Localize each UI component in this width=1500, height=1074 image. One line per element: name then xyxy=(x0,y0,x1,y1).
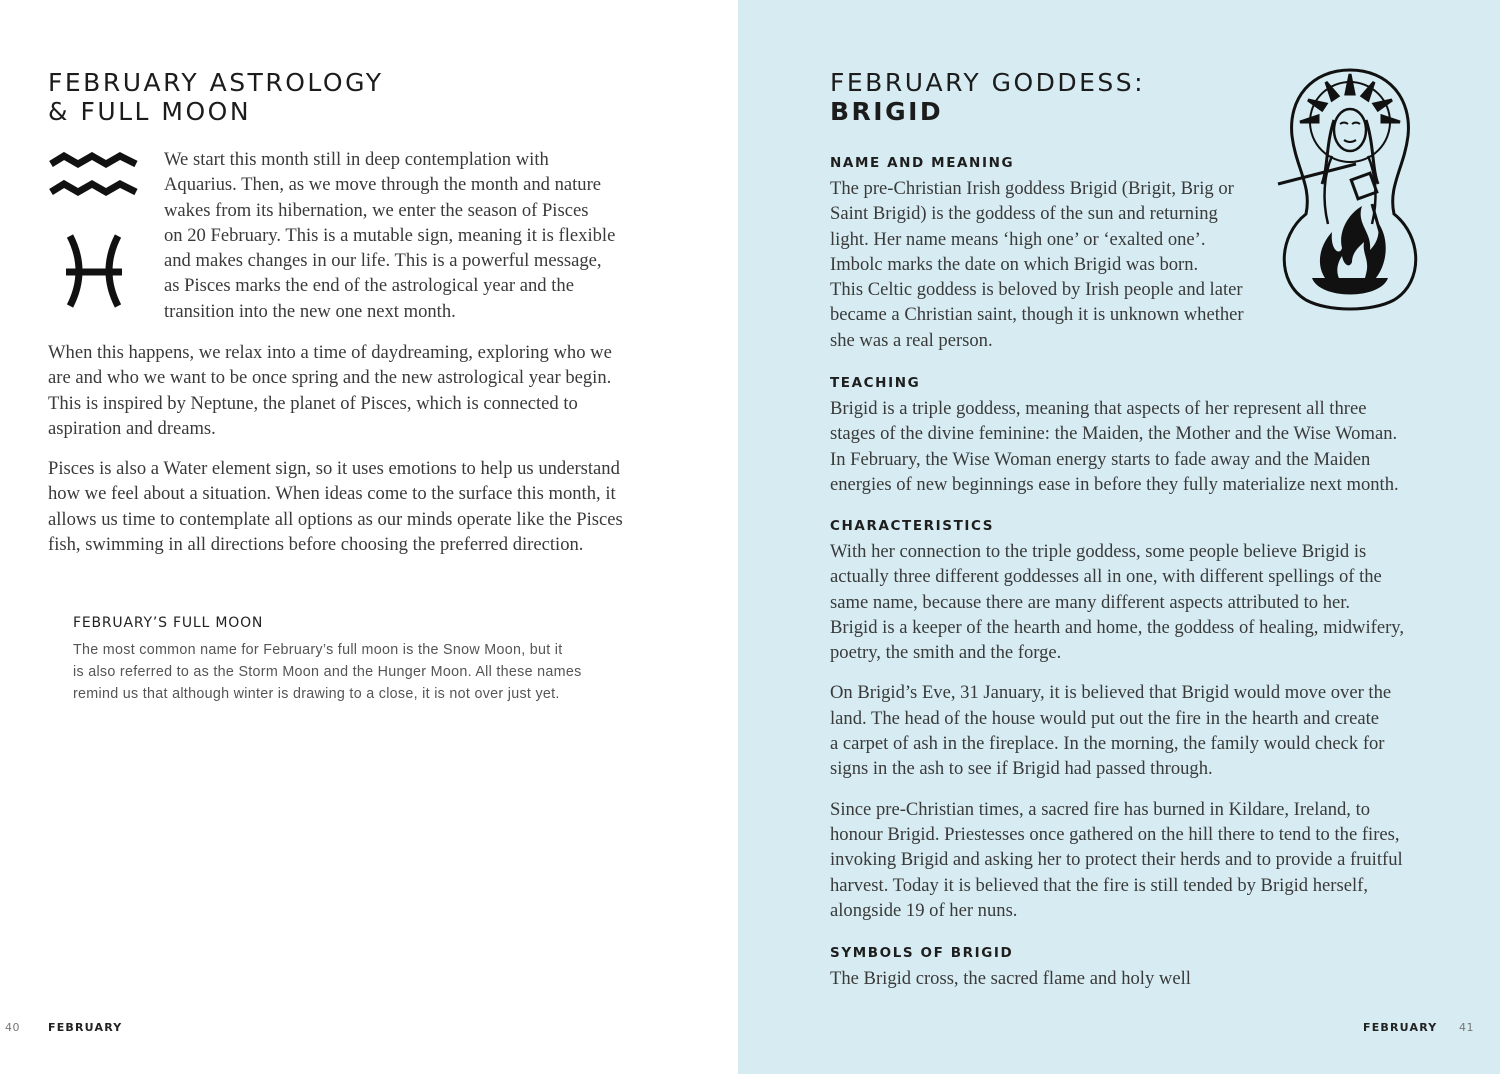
paragraph-neptune xyxy=(48,340,698,441)
text-line: Brigid is a triple goddess, meaning that aspects of her represent all three xyxy=(830,398,1367,419)
text-line: With her connection to the triple goddess, some people believe Brigid is xyxy=(830,541,1367,562)
heading-line-2: BRIGID xyxy=(830,97,944,126)
text-line: invoking Brigid and asking her to protect their herds and to provide a fruitful xyxy=(830,849,1403,871)
text-line: energies of new beginnings ease in before they fully materialize next month. xyxy=(830,473,1399,495)
text-line: alongside 19 of her nuns. xyxy=(830,899,1018,921)
right-page-heading xyxy=(830,68,1145,126)
full-moon-box xyxy=(73,613,633,705)
text-line: remind us that although winter is drawing to a close, it is not over just yet. xyxy=(73,686,560,702)
pisces-icon xyxy=(62,232,126,310)
heading-line-2: & FULL MOON xyxy=(48,97,252,126)
aquarius-icon xyxy=(48,152,140,206)
text-line: poetry, the smith and the forge. xyxy=(830,642,1062,664)
full-moon-title: FEBRUARY’S FULL MOON xyxy=(73,615,264,631)
section-text xyxy=(830,176,1260,353)
text-line: became a Christian saint, though it is unknown whether xyxy=(830,304,1244,326)
text-line: wakes from its hibernation, we enter the season of Pisces xyxy=(164,199,589,221)
text-line: The pre-Christian Irish goddess Brigid (Brigit, Brig or xyxy=(830,178,1234,199)
text-line: Saint Brigid) is the goddess of the sun and returning xyxy=(830,203,1218,225)
text-line: This is inspired by Neptune, the planet of Pisces, which is connected to xyxy=(48,392,578,414)
text-line: allows us time to contemplate all options as our minds operate like the Pisces xyxy=(48,508,623,530)
intro-paragraph xyxy=(164,147,634,324)
text-line: Pisces is also a Water element sign, so it uses emotions to help us understand xyxy=(48,458,620,479)
paragraph-water-element xyxy=(48,456,708,557)
text-line: honour Brigid. Priestesses once gathered on the hill there to tend to the fires, xyxy=(830,823,1400,845)
text-line: same name, because there are many different aspects attributed to her. xyxy=(830,591,1351,613)
text-line: In February, the Wise Woman energy starts to fade away and the Maiden xyxy=(830,448,1371,470)
section-label: NAME AND MEANING xyxy=(830,155,1015,171)
kildare-paragraph xyxy=(830,797,1470,923)
brigid-illustration xyxy=(1276,64,1424,312)
text-line: and makes changes in our life. This is a powerful message, xyxy=(164,250,602,272)
section-label: TEACHING xyxy=(830,375,921,391)
text-line: Imbolc marks the date on which Brigid was born. xyxy=(830,253,1199,275)
text-line: land. The head of the house would put out the fire in the hearth and create xyxy=(830,707,1380,729)
text-line: signs in the ash to see if Brigid had passed through. xyxy=(830,758,1213,780)
running-footer-right: FEBRUARY xyxy=(1363,1021,1438,1034)
section-label: SYMBOLS OF BRIGID xyxy=(830,945,1014,961)
text-line: Since pre-Christian times, a sacred fire has burned in Kildare, Ireland, to xyxy=(830,798,1371,820)
section-characteristics xyxy=(830,517,1470,923)
text-line: actually three different goddesses all in one, with different spellings of the xyxy=(830,566,1382,588)
text-line: Brigid is a keeper of the hearth and home, the goddess of healing, midwifery, xyxy=(830,616,1404,638)
section-label: CHARACTERISTICS xyxy=(830,518,995,534)
text-line: are and who we want to be once spring and the new astrological year begin. xyxy=(48,367,612,389)
section-text xyxy=(830,966,1470,991)
section-text xyxy=(830,396,1470,497)
text-line: We start this month still in deep contemplation with xyxy=(164,149,549,170)
text-line: aspiration and dreams. xyxy=(48,417,216,439)
heading-line-1: FEBRUARY ASTROLOGY xyxy=(48,68,384,97)
text-line: Aquarius. Then, as we move through the month and nature xyxy=(164,174,602,196)
text-line: The Brigid cross, the sacred flame and holy well xyxy=(830,968,1191,989)
running-footer-left: FEBRUARY xyxy=(48,1021,123,1034)
text-line: as Pisces marks the end of the astrological year and the xyxy=(164,275,574,297)
heading-line-1: FEBRUARY GODDESS: xyxy=(830,68,1146,97)
section-text xyxy=(830,539,1470,665)
brigids-eve-paragraph xyxy=(830,680,1470,781)
left-page-heading xyxy=(48,68,384,126)
text-line: fish, swimming in all directions before choosing the preferred direction. xyxy=(48,533,584,555)
text-line: is also referred to as the Storm Moon and the Hunger Moon. All these names xyxy=(73,664,582,680)
text-line: When this happens, we relax into a time of daydreaming, exploring who we xyxy=(48,342,612,363)
section-teaching xyxy=(830,374,1470,497)
text-line: stages of the divine feminine: the Maiden, the Mother and the Wise Woman. xyxy=(830,423,1398,445)
text-line: This Celtic goddess is beloved by Irish people and later xyxy=(830,279,1243,301)
full-moon-text xyxy=(73,639,633,705)
left-page xyxy=(0,0,738,1074)
text-line: transition into the new one next month. xyxy=(164,300,456,322)
text-line: a carpet of ash in the fireplace. In the morning, the family would check for xyxy=(830,733,1385,755)
text-line: on 20 February. This is a mutable sign, meaning it is flexible xyxy=(164,224,616,246)
text-line: harvest. Today it is believed that the fire is still tended by Brigid herself, xyxy=(830,874,1368,896)
section-symbols xyxy=(830,944,1470,991)
page-number-right: 41 xyxy=(1459,1021,1474,1034)
text-line: she was a real person. xyxy=(830,329,993,351)
section-name-and-meaning xyxy=(830,154,1260,353)
text-line: The most common name for February’s full moon is the Snow Moon, but it xyxy=(73,642,563,658)
text-line: On Brigid’s Eve, 31 January, it is believed that Brigid would move over the xyxy=(830,682,1392,704)
text-line: how we feel about a situation. When ideas come to the surface this month, it xyxy=(48,483,616,505)
text-line: light. Her name means ‘high one’ or ‘exalted one’. xyxy=(830,228,1206,250)
page-number-left: 40 xyxy=(5,1021,20,1034)
